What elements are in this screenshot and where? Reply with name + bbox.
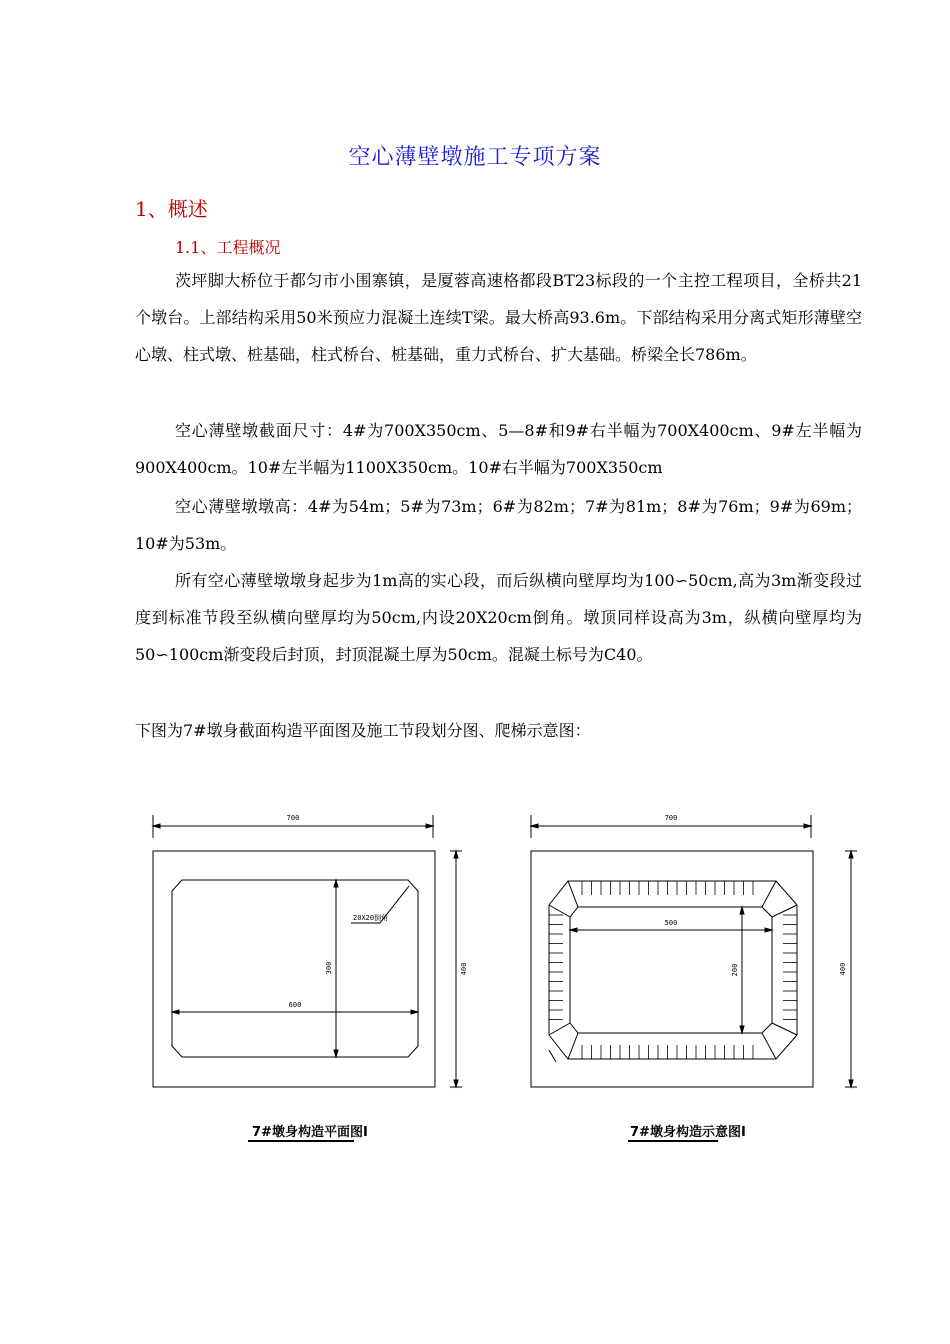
left-dim-inner-height: 300 <box>325 961 333 975</box>
section-heading-overview: 1、概述 <box>135 197 208 221</box>
paragraph-wall-structure: 所有空心薄壁墩墩身起步为1m高的实心段，而后纵横向壁厚均为100∽50cm,高为3m渐变段过度到标准节段至纵横向壁厚均为50cm,内设20X20cm倒角。墩顶同样设高为3m，纵横向壁厚均为50∽100cm渐变段后封顶，封顶混凝土厚为50cm。混凝土标号为C40。 <box>135 571 862 664</box>
right-dim-top: 700 <box>664 814 678 822</box>
subsection-heading-project-overview: 1.1、工程概况 <box>175 238 281 257</box>
paragraph-section-dimensions: 空心薄壁墩截面尺寸：4#为700X350cm、5—8#和9#右半幅为700X400cm、9#左半幅为900X400cm。10#左半幅为1100X350cm。10#右半幅为700X350cm <box>135 421 862 477</box>
left-dim-right: 400 <box>460 962 468 976</box>
right-section-drawing <box>531 815 857 1141</box>
document-title: 空心薄壁墩施工专项方案 <box>348 145 602 170</box>
ladder-rungs <box>549 881 797 1059</box>
left-dim-inner-width: 600 <box>288 1001 302 1009</box>
right-dim-right: 400 <box>839 962 847 976</box>
right-dim-inner-width: 500 <box>664 919 678 927</box>
left-figure-caption: 7#墩身构造平面图I <box>252 1125 368 1140</box>
paragraph-figure-intro: 下图为7#墩身截面构造平面图及施工节段划分图、爬梯示意图： <box>135 721 591 740</box>
paragraph-pier-heights: 空心薄壁墩墩高：4#为54m；5#为73m；6#为82m；7#为81m；8#为76m；9#为69m；10#为53m。 <box>135 497 862 553</box>
right-dim-inner-height: 200 <box>731 963 739 977</box>
left-chamfer-label: 20X20倒角 <box>353 914 389 922</box>
paragraph-bridge-overview: 茨坪脚大桥位于都匀市小围寨镇，是厦蓉高速格都段BT23标段的一个主控工程项目，全桥共21个墩台。上部结构采用50米预应力混凝土连续T梁。最大桥高93.6m。下部结构采用分离式矩形薄壁空心墩、柱式墩、桩基础，柱式桥台、桩基础，重力式桥台、扩大基础。桥梁全长786m。 <box>135 271 862 364</box>
left-section-drawing <box>153 815 462 1141</box>
left-dim-top: 700 <box>286 814 300 822</box>
right-figure-caption: 7#墩身构造示意图I <box>630 1125 746 1140</box>
